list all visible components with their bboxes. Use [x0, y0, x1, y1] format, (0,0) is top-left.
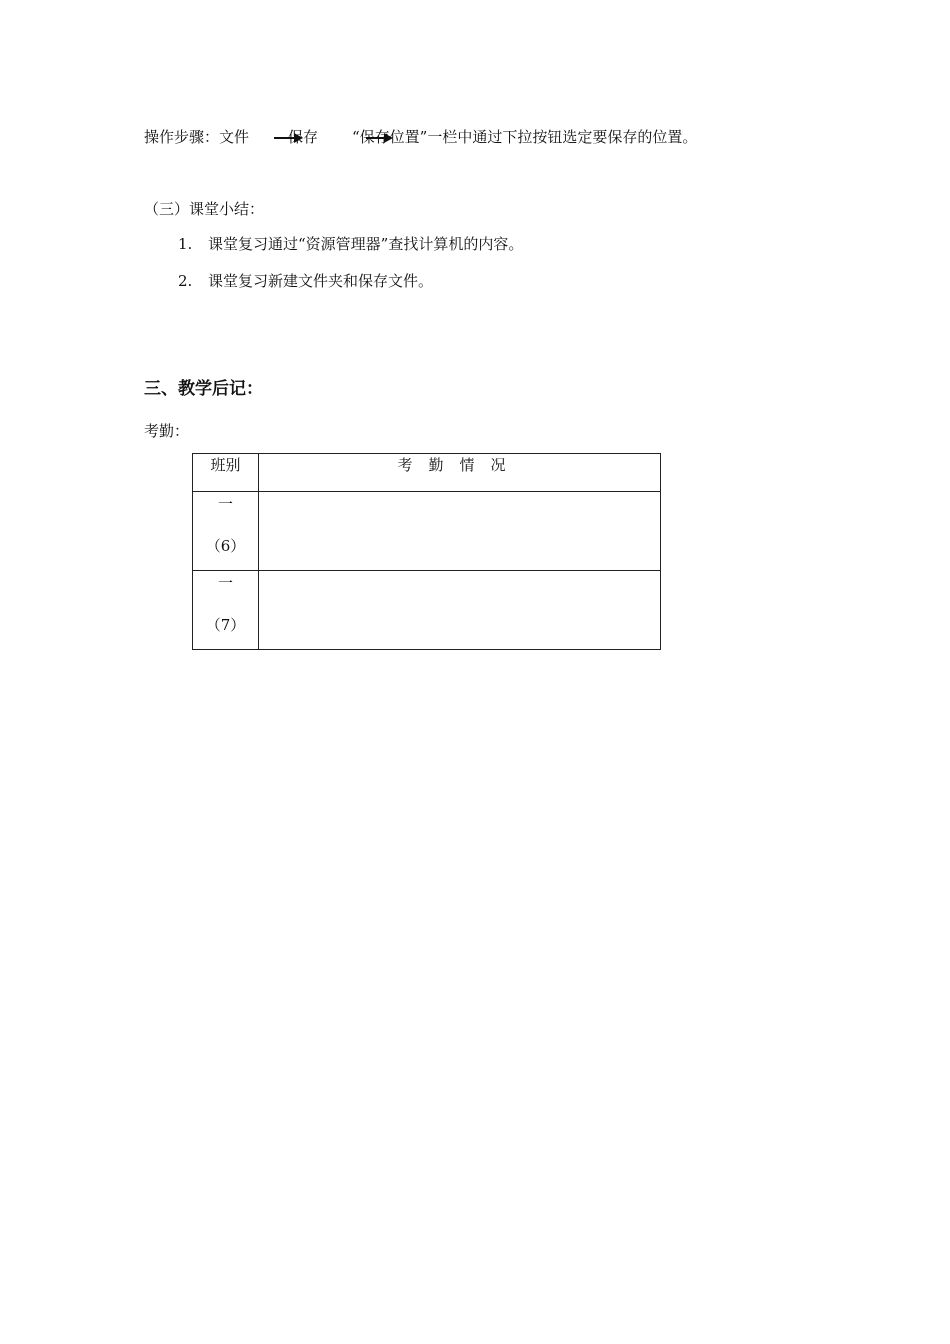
list-item-text: 课堂复习新建文件夹和保存文件。: [208, 272, 434, 290]
table-row: [193, 571, 661, 650]
summary-title: （三）课堂小结：: [144, 200, 265, 218]
attendance-label: 考勤：: [144, 422, 190, 440]
header-attendance-status: 考勤情况: [259, 454, 661, 492]
class-grade: 一: [217, 574, 233, 592]
class-grade: 一: [217, 495, 233, 513]
list-item: [178, 234, 523, 254]
steps-save: 保存: [288, 128, 319, 146]
table-header-row: [193, 454, 661, 492]
section-heading: 三、教学后记：: [144, 379, 263, 399]
class-cell: [193, 571, 259, 650]
table-row: [193, 492, 661, 571]
header-class: 班别: [193, 454, 259, 492]
class-number: （6）: [205, 537, 246, 555]
list-item-number: 1.: [178, 235, 193, 253]
steps-location: “保存位置”一栏中通过下拉按钮选定要保存的位置。: [352, 128, 698, 146]
attendance-status-cell: [259, 571, 661, 650]
attendance-table: [192, 453, 661, 650]
attendance-status-cell: [259, 492, 661, 571]
class-number: （7）: [205, 616, 246, 634]
list-item-number: 2.: [178, 272, 193, 290]
steps-label: 操作步骤：文件: [144, 128, 250, 146]
list-item-text: 课堂复习通过“资源管理器”查找计算机的内容。: [208, 235, 524, 253]
class-cell: [193, 492, 259, 571]
list-item: [178, 271, 433, 291]
